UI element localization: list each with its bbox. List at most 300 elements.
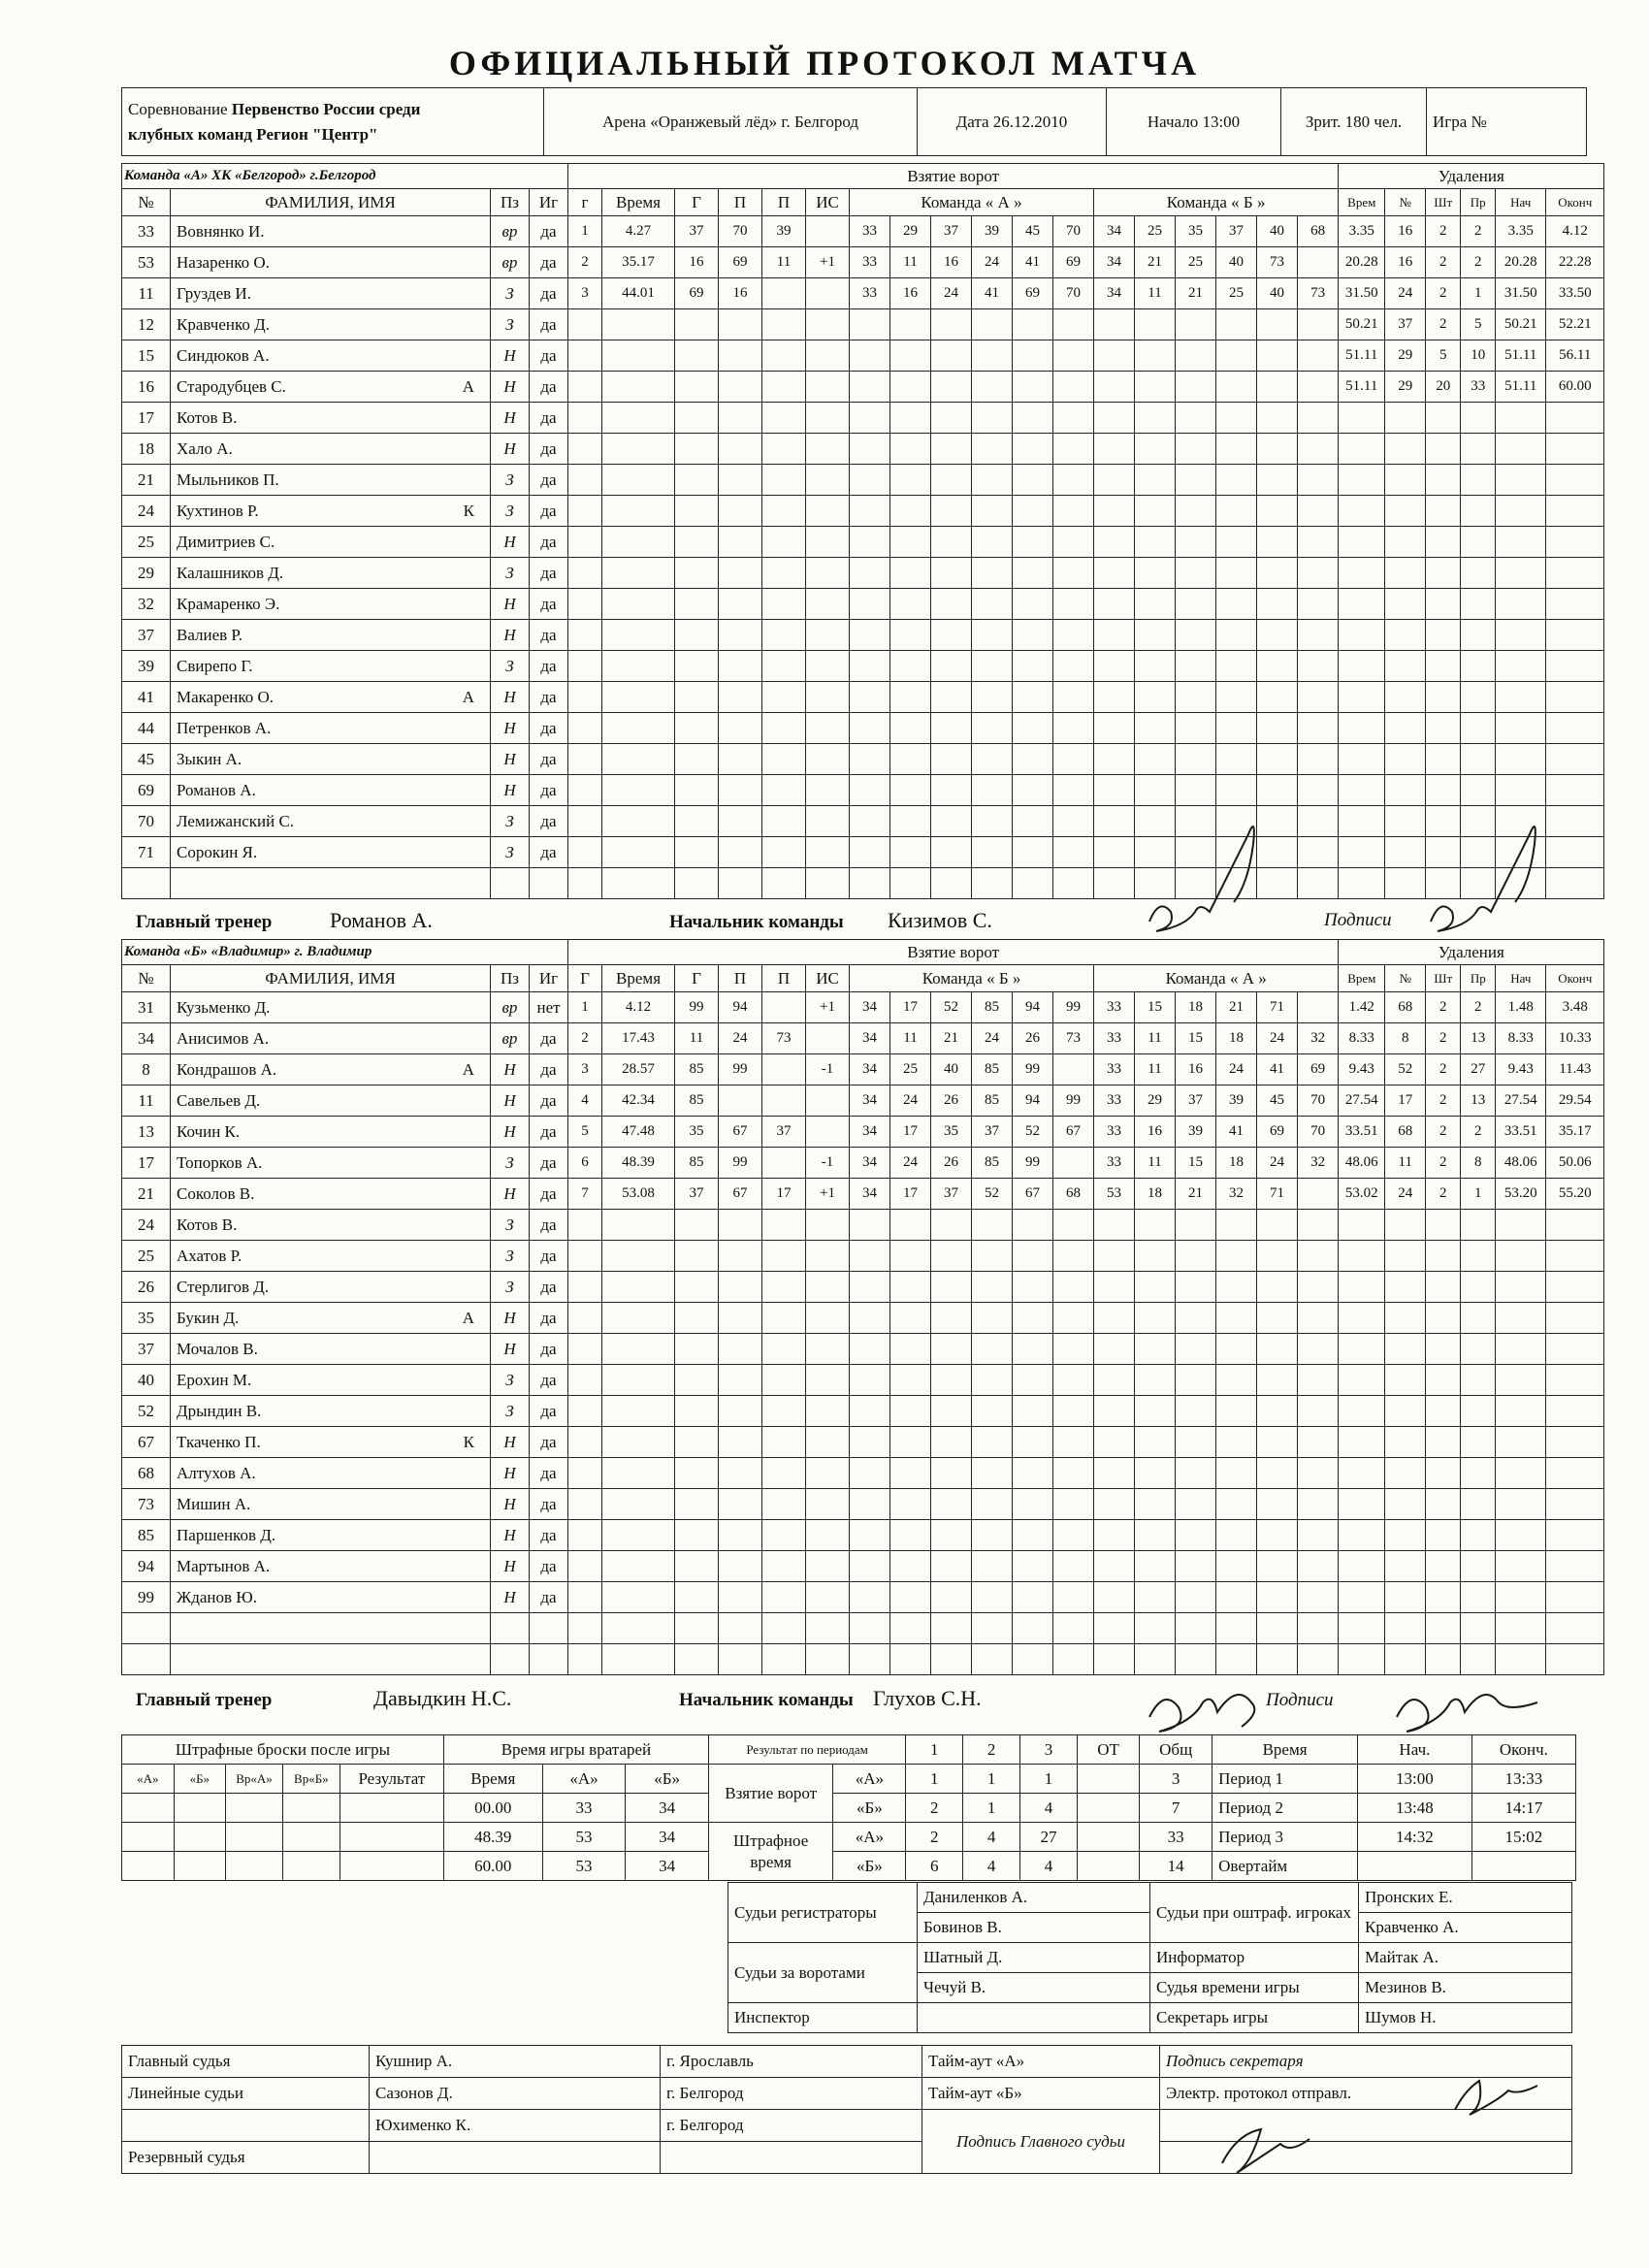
penalty-value: 2 (1426, 1023, 1461, 1054)
team_a-col-header: Команда « Б » (1094, 189, 1339, 216)
shootout-col-header: Результат (340, 1765, 443, 1794)
table-row (122, 1427, 1604, 1458)
periods-title: Результат по периодам (708, 1735, 905, 1765)
player-name: Соколов В. (177, 1183, 255, 1203)
on-ice-opp (1298, 992, 1339, 1023)
on-ice-opp: 18 (1216, 1023, 1257, 1054)
table-row (122, 403, 1604, 434)
on-ice-own: 34 (850, 1179, 890, 1210)
on-ice-own: 33 (850, 278, 890, 309)
on-ice-opp: 33 (1094, 1148, 1135, 1179)
goal-situation (806, 1023, 850, 1054)
penalty-value: 24 (1385, 1179, 1426, 1210)
penalty-value: 2 (1461, 247, 1496, 278)
goal-assist-2: 73 (762, 1023, 806, 1054)
player-name: Котов В. (177, 407, 238, 427)
penalty-value: 48.06 (1496, 1148, 1546, 1179)
on-ice-own: 99 (1053, 1085, 1094, 1117)
goals-b-value (1077, 1794, 1139, 1823)
player-cell (171, 1551, 491, 1582)
table-row (122, 744, 1604, 775)
team_b-goals-title: Взятие ворот (568, 940, 1339, 965)
penalty-value: 33 (1461, 372, 1496, 403)
team_a-col-header: ИС (806, 189, 850, 216)
start-time-field: Начало 13:00 (1107, 88, 1281, 156)
player-played: да (530, 465, 568, 496)
player-number: 45 (122, 744, 171, 775)
goal-number: 7 (568, 1179, 602, 1210)
player-position: Н (491, 527, 530, 558)
penalty-value: 3.35 (1339, 216, 1385, 247)
on-ice-own: 70 (1053, 278, 1094, 309)
pim-b-value: 4 (1020, 1852, 1078, 1881)
player-name: Анисимов А. (177, 1028, 270, 1048)
player-played: да (530, 372, 568, 403)
player-position: З (491, 651, 530, 682)
player-name: Романов А. (177, 780, 256, 799)
timeout-b: Тайм-аут «Б» (922, 2078, 1160, 2110)
on-ice-opp: 45 (1257, 1085, 1298, 1117)
player-played: да (530, 1117, 568, 1148)
date-field: Дата 26.12.2010 (918, 88, 1107, 156)
on-ice-opp: 33 (1094, 1054, 1135, 1085)
player-number: 70 (122, 806, 171, 837)
penalty-value: 51.11 (1496, 340, 1546, 372)
goal-assist-1: 99 (719, 1054, 762, 1085)
penalty-value: 52 (1385, 1054, 1426, 1085)
game-number-field: Игра № (1427, 88, 1587, 156)
goalie-time-value: 53 (542, 1852, 626, 1881)
team-b-manager: Глухов С.Н. (873, 1686, 982, 1710)
team_a-col-header: Нач (1496, 189, 1546, 216)
on-ice-opp: 69 (1298, 1054, 1339, 1085)
player-position: Н (491, 1179, 530, 1210)
player-cell (171, 992, 491, 1023)
player-position: Н (491, 403, 530, 434)
on-ice-opp: 24 (1216, 1054, 1257, 1085)
player-number: 44 (122, 713, 171, 744)
on-ice-opp: 68 (1298, 216, 1339, 247)
judges-goal-label: Судьи за воротами (728, 1943, 918, 2003)
player-position: З (491, 1365, 530, 1396)
team_a-col-header: Пр (1461, 189, 1496, 216)
player-name: Кравченко Д. (177, 314, 270, 334)
table-row (122, 1489, 1604, 1520)
period-time: 13:00 (1358, 1765, 1472, 1794)
pim-a-value: 33 (1140, 1823, 1212, 1852)
goal-time: 44.01 (602, 278, 675, 309)
player-position: Н (491, 1427, 530, 1458)
player-number: 13 (122, 1117, 171, 1148)
on-ice-own: 85 (972, 1054, 1013, 1085)
goal-assist-1: 16 (719, 278, 762, 309)
period-time: Период 3 (1212, 1823, 1358, 1852)
goalie-time-value: 00.00 (443, 1794, 542, 1823)
player-cell (171, 1023, 491, 1054)
player-name: Хало А. (177, 438, 233, 458)
team_a-table (121, 163, 1604, 899)
player-cell (171, 247, 491, 278)
player-cell (171, 558, 491, 589)
table-row (122, 651, 1604, 682)
table-row (122, 434, 1604, 465)
player-played: да (530, 1054, 568, 1085)
competition-label: Соревнование (128, 99, 232, 118)
period-col-header: 3 (1020, 1735, 1078, 1765)
player-cell (171, 1458, 491, 1489)
goal-scorer: 37 (675, 216, 719, 247)
goal-time: 47.48 (602, 1117, 675, 1148)
player-name: Лемижанский С. (177, 811, 295, 830)
player-position: Н (491, 1085, 530, 1117)
on-ice-opp: 69 (1257, 1117, 1298, 1148)
goal-scorer: 85 (675, 1148, 719, 1179)
goal-number: 2 (568, 247, 602, 278)
player-cell (171, 1427, 491, 1458)
penalty-value: 35.17 (1546, 1117, 1604, 1148)
goal-scorer: 16 (675, 247, 719, 278)
player-position: Н (491, 372, 530, 403)
player-cell (171, 837, 491, 868)
head-ref-city: г. Ярославль (661, 2046, 922, 2078)
team-a-manager: Кизимов С. (888, 908, 992, 932)
team_a-col-header: П (719, 189, 762, 216)
penalty-value: 16 (1385, 247, 1426, 278)
team_a-col-header: Г (675, 189, 719, 216)
on-ice-own: 85 (972, 992, 1013, 1023)
reserve-label: Резервный судья (122, 2142, 370, 2174)
player-number: 24 (122, 496, 171, 527)
period-time: Период 2 (1212, 1794, 1358, 1823)
on-ice-own: 52 (1013, 1117, 1053, 1148)
on-ice-opp: 15 (1176, 1148, 1216, 1179)
player-cell (171, 1210, 491, 1241)
player-position: З (491, 465, 530, 496)
table-row (122, 1613, 1604, 1644)
on-ice-opp: 11 (1135, 278, 1176, 309)
team-a-signatures-label: Подписи (1324, 910, 1392, 930)
goalie-time-value: 60.00 (443, 1852, 542, 1881)
player-played: да (530, 1582, 568, 1613)
player-number: 11 (122, 1085, 171, 1117)
penalty-value: 3.35 (1496, 216, 1546, 247)
penalty-value: 37 (1385, 309, 1426, 340)
player-position: Н (491, 1303, 530, 1334)
penalty-value: 50.21 (1339, 309, 1385, 340)
on-ice-opp: 34 (1094, 216, 1135, 247)
on-ice-own: 17 (890, 1117, 931, 1148)
player-number: 71 (122, 837, 171, 868)
player-name: Груздев И. (177, 283, 251, 303)
on-ice-own: 26 (931, 1148, 972, 1179)
goalie-time-value: 33 (542, 1794, 626, 1823)
goal-assist-1: 70 (719, 216, 762, 247)
on-ice-own: 67 (1053, 1117, 1094, 1148)
team-a-coach-label: Главный тренер (136, 912, 273, 932)
team-a-coach: Романов А. (330, 908, 433, 932)
player-name: Назаренко О. (177, 252, 270, 272)
player-cell (171, 620, 491, 651)
pim-a-value (1077, 1823, 1139, 1852)
on-ice-opp: 41 (1216, 1117, 1257, 1148)
penalty-value: 52.21 (1546, 309, 1604, 340)
period-time: Овертайм (1212, 1852, 1358, 1881)
player-position: З (491, 1148, 530, 1179)
player-name: Сорокин Я. (177, 842, 258, 861)
player-name: Букин Д. (177, 1308, 240, 1327)
penalty-value: 1.42 (1339, 992, 1385, 1023)
player-number: 29 (122, 558, 171, 589)
player-number: 17 (122, 403, 171, 434)
team_a-col-header: Врем (1339, 189, 1385, 216)
penalty-value: 8 (1461, 1148, 1496, 1179)
table-row (122, 1272, 1604, 1303)
goal-scorer: 11 (675, 1023, 719, 1054)
on-ice-opp: 32 (1298, 1023, 1339, 1054)
judges-reg-label: Судьи регистраторы (728, 1883, 918, 1943)
goalie-time-value: 53 (542, 1823, 626, 1852)
goal-scorer: 69 (675, 278, 719, 309)
goal-number: 2 (568, 1023, 602, 1054)
goal-judge: Чечуй В. (918, 1973, 1150, 2003)
on-ice-own: 73 (1053, 1023, 1094, 1054)
on-ice-own: 34 (850, 1054, 890, 1085)
player-number: 94 (122, 1551, 171, 1582)
player-position: Н (491, 1054, 530, 1085)
on-ice-own: 37 (931, 216, 972, 247)
goal-assist-2 (762, 278, 806, 309)
goal-assist-2: 39 (762, 216, 806, 247)
on-ice-opp: 24 (1257, 1023, 1298, 1054)
on-ice-own: 24 (890, 1148, 931, 1179)
player-cell (171, 1241, 491, 1272)
table-row (122, 1520, 1604, 1551)
player-played: да (530, 837, 568, 868)
table-row (122, 1179, 1604, 1210)
team-b-label: «Б» (833, 1794, 906, 1823)
on-ice-own: 68 (1053, 1179, 1094, 1210)
player-number: 21 (122, 1179, 171, 1210)
penalty-value: 53.02 (1339, 1179, 1385, 1210)
player-played: да (530, 1179, 568, 1210)
goal-situation: +1 (806, 247, 850, 278)
on-ice-own: 34 (850, 1148, 890, 1179)
player-name: Мочалов В. (177, 1339, 258, 1358)
team_a-penalties-title: Удаления (1339, 164, 1604, 189)
team_a-col-header: ФАМИЛИЯ, ИМЯ (171, 189, 491, 216)
summary-table (121, 1734, 1576, 1881)
player-position: вр (491, 216, 530, 247)
player-number: 12 (122, 309, 171, 340)
penalty-value: 5 (1426, 340, 1461, 372)
on-ice-own: 24 (972, 247, 1013, 278)
document-title: ОФИЦИАЛЬНЫЙ ПРОТОКОЛ МАТЧА (448, 44, 1201, 82)
on-ice-opp: 33 (1094, 1117, 1135, 1148)
on-ice-own: 39 (972, 216, 1013, 247)
player-position: Н (491, 1551, 530, 1582)
table-row (122, 837, 1604, 868)
penalty-value: 13 (1461, 1023, 1496, 1054)
goal-assist-1: 24 (719, 1023, 762, 1054)
player-name: Дрындин В. (177, 1401, 262, 1420)
on-ice-opp: 16 (1176, 1054, 1216, 1085)
on-ice-opp: 73 (1257, 247, 1298, 278)
on-ice-own: 34 (850, 1117, 890, 1148)
player-played: да (530, 1427, 568, 1458)
goal-assist-2 (762, 992, 806, 1023)
team_b-col-header: ИС (806, 965, 850, 992)
pim-b-value: 4 (963, 1852, 1020, 1881)
player-cell (171, 1303, 491, 1334)
goals-b-value: 2 (906, 1794, 963, 1823)
shootout-col-header: Вр«А» (226, 1765, 283, 1794)
player-number: 67 (122, 1427, 171, 1458)
on-ice-opp: 41 (1257, 1054, 1298, 1085)
pim-a-value: 4 (963, 1823, 1020, 1852)
judge-reg: Даниленков А. (918, 1883, 1150, 1913)
goal-time: 4.27 (602, 216, 675, 247)
player-name: Алтухов А. (177, 1463, 256, 1482)
player-played: да (530, 682, 568, 713)
officials-table (728, 1882, 1572, 2033)
period-col-header: 2 (963, 1735, 1020, 1765)
table-row (122, 1644, 1604, 1675)
period-col-header: 1 (906, 1735, 963, 1765)
penalty-value: 24 (1385, 278, 1426, 309)
penalty-value: 2 (1426, 1148, 1461, 1179)
player-played: да (530, 434, 568, 465)
player-role: К (463, 1432, 474, 1451)
player-position: З (491, 1396, 530, 1427)
goal-assist-1: 99 (719, 1148, 762, 1179)
period-time: 15:02 (1471, 1823, 1575, 1852)
on-ice-opp: 33 (1094, 1085, 1135, 1117)
goal-assist-1 (719, 1085, 762, 1117)
line-ref-city: г. Белгород (661, 2110, 922, 2142)
table-row (122, 527, 1604, 558)
player-played: да (530, 1023, 568, 1054)
table-row (122, 1396, 1604, 1427)
player-position: Н (491, 1334, 530, 1365)
player-cell (171, 1054, 491, 1085)
on-ice-own: 21 (931, 1023, 972, 1054)
on-ice-own: 17 (890, 1179, 931, 1210)
table-row (122, 620, 1604, 651)
penalty-value: 8.33 (1339, 1023, 1385, 1054)
on-ice-opp: 34 (1094, 247, 1135, 278)
player-name: Ахатов Р. (177, 1246, 242, 1265)
player-number: 34 (122, 1023, 171, 1054)
signature-team-b-manager (1149, 1695, 1254, 1732)
team_b-col-header: Время (602, 965, 675, 992)
goal-scorer: 99 (675, 992, 719, 1023)
time-col-header: Время (1212, 1735, 1358, 1765)
player-played: да (530, 558, 568, 589)
player-name: Вовнянко И. (177, 221, 265, 241)
player-name: Ткаченко П. (177, 1432, 261, 1451)
player-position: Н (491, 620, 530, 651)
penalty-value: 22.28 (1546, 247, 1604, 278)
player-position: З (491, 1210, 530, 1241)
player-played: да (530, 340, 568, 372)
player-number: 33 (122, 216, 171, 247)
penalty-value: 51.11 (1339, 340, 1385, 372)
penalty-value: 1 (1461, 278, 1496, 309)
player-cell (171, 278, 491, 309)
pim-b-value: 14 (1140, 1852, 1212, 1881)
player-cell (171, 1148, 491, 1179)
team_a-col-header: № (122, 189, 171, 216)
player-name: Кондрашов А. (177, 1059, 277, 1079)
penalty-value: 11 (1385, 1148, 1426, 1179)
player-position: вр (491, 1023, 530, 1054)
player-name: Кузьменко Д. (177, 997, 271, 1017)
player-position: З (491, 806, 530, 837)
table-row (122, 806, 1604, 837)
on-ice-opp: 39 (1216, 1085, 1257, 1117)
penbox-judge: Пронских Е. (1359, 1883, 1572, 1913)
pim-b-value: 6 (906, 1852, 963, 1881)
goal-time: 42.34 (602, 1085, 675, 1117)
player-name: Котов В. (177, 1215, 238, 1234)
on-ice-opp: 40 (1257, 278, 1298, 309)
table-row (122, 1148, 1604, 1179)
player-name: Свирепо Г. (177, 656, 253, 675)
team_b-col-header: Оконч (1546, 965, 1604, 992)
player-cell (171, 434, 491, 465)
on-ice-own: 34 (850, 1023, 890, 1054)
goal-situation: -1 (806, 1148, 850, 1179)
goal-time: 53.08 (602, 1179, 675, 1210)
signature-team-b-signer (1397, 1695, 1537, 1732)
team_a-col-header: г (568, 189, 602, 216)
penalty-value: 60.00 (1546, 372, 1604, 403)
on-ice-own: 45 (1013, 216, 1053, 247)
player-number: 69 (122, 775, 171, 806)
table-row (122, 465, 1604, 496)
player-cell (171, 1117, 491, 1148)
pim-b-value (1077, 1852, 1139, 1881)
on-ice-own: 69 (1013, 278, 1053, 309)
player-cell (171, 1489, 491, 1520)
goal-number: 5 (568, 1117, 602, 1148)
on-ice-opp: 29 (1135, 1085, 1176, 1117)
player-position: З (491, 837, 530, 868)
player-name: Кухтинов Р. (177, 501, 259, 520)
on-ice-own: 99 (1053, 992, 1094, 1023)
player-name: Жданов Ю. (177, 1587, 258, 1606)
player-position: З (491, 278, 530, 309)
player-played: да (530, 1551, 568, 1582)
period-time: 14:17 (1471, 1794, 1575, 1823)
player-position: вр (491, 992, 530, 1023)
penalty-value: 27.54 (1496, 1085, 1546, 1117)
player-cell (171, 1085, 491, 1117)
goal-situation (806, 1117, 850, 1148)
player-number: 15 (122, 340, 171, 372)
player-played: да (530, 744, 568, 775)
penalty-value: 56.11 (1546, 340, 1604, 372)
goals-a-value (1077, 1765, 1139, 1794)
player-number: 40 (122, 1365, 171, 1396)
penalty-value: 27.54 (1339, 1085, 1385, 1117)
player-cell (171, 806, 491, 837)
player-position: Н (491, 340, 530, 372)
player-number: 8 (122, 1054, 171, 1085)
penalty-value: 2 (1426, 216, 1461, 247)
player-played: да (530, 1396, 568, 1427)
penalty-value: 3.48 (1546, 992, 1604, 1023)
